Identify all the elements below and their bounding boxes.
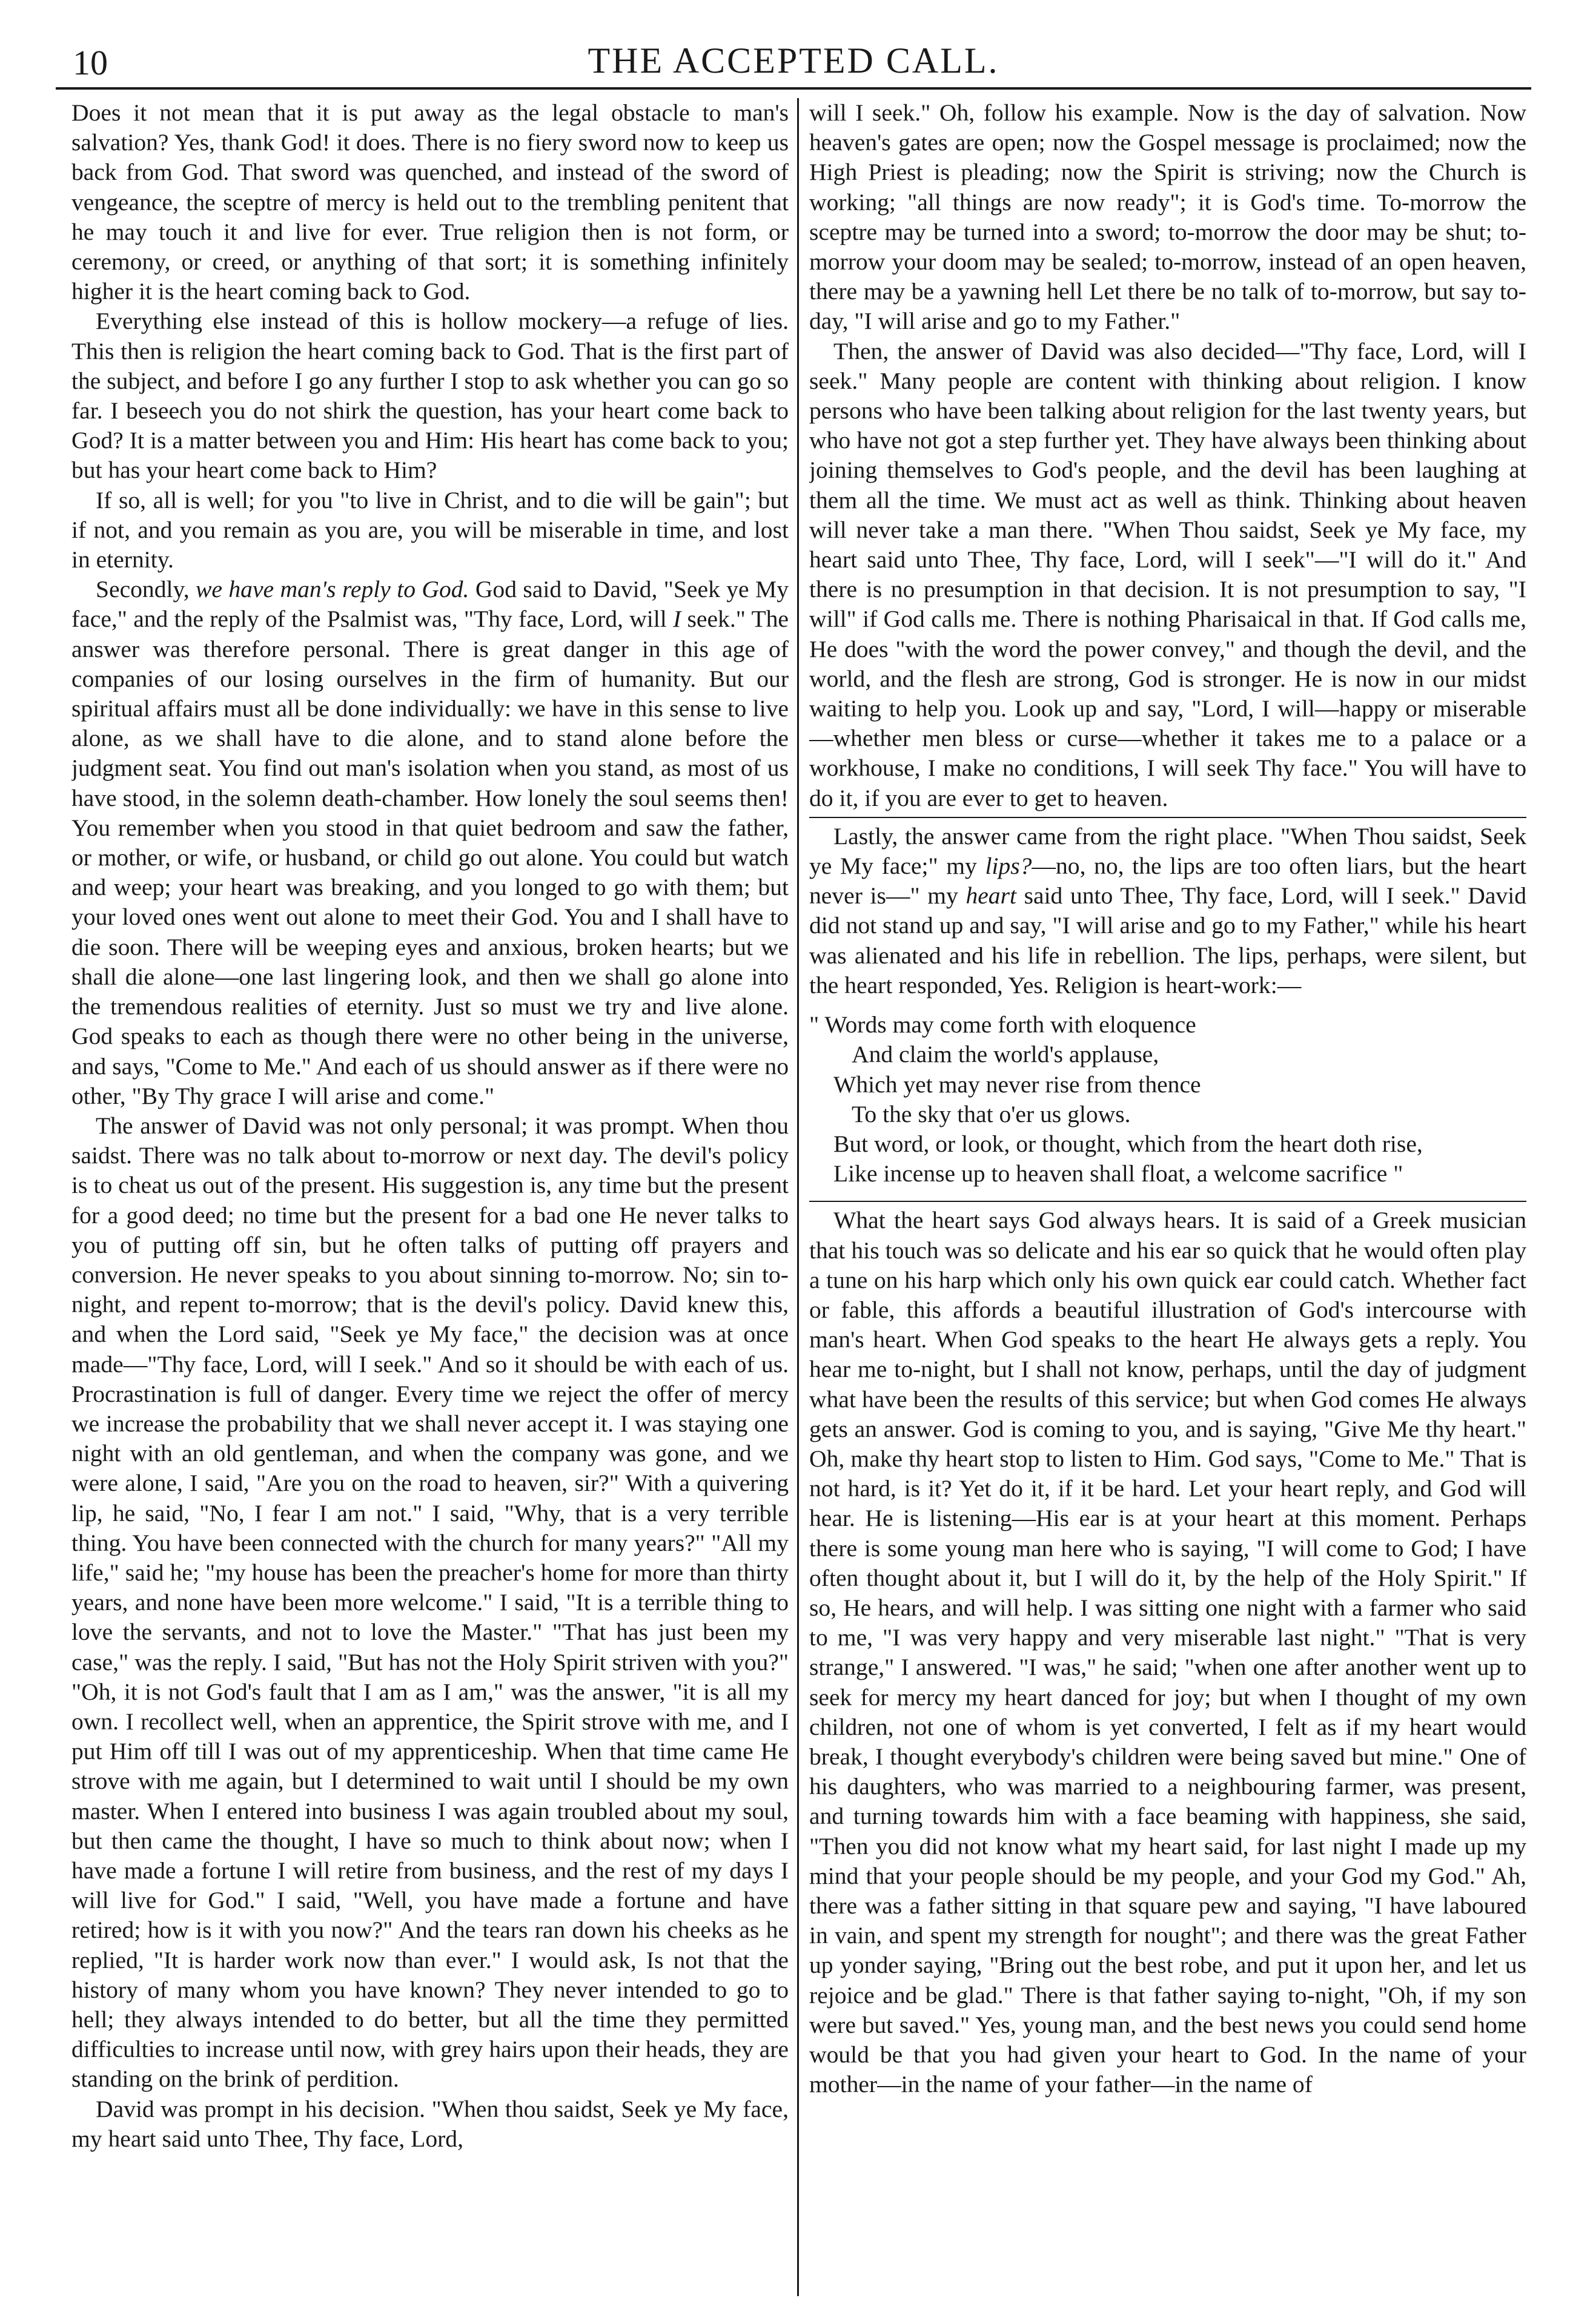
- paragraph: will I seek." Oh, follow his example. Now is the day of salvation. Now heaven's gates are open; now the Gospel message is proclaimed; now the High Priest is pleading; now the Spirit is striving; now the Church is working; "all things are now ready"; it is God's time. To-morrow the sceptre may be turned into a sword; to-morrow the door may be shut; to-morrow your doom may be sealed; to-morrow, instead of an open heaven, there may be a yawning hell Let there be no talk of to-morrow, but say to-day, "I will arise and go to my Father.": [809, 99, 1526, 335]
- newspaper-page: [56, 36, 1531, 2301]
- page-header: [56, 36, 1531, 90]
- text-columns: [56, 98, 1531, 2296]
- paragraph: Then, the answer of David was also decided—"Thy face, Lord, will I seek." Many people are content with thinking about religion. I know persons who have been talking about religion for the last twenty years, but who have not got a step further yet. They have always been thinking about joining themselves to God's people, and the devil has been laughing at them all the time. We must act as well as think. Thinking about heaven will never take a man there. "When Thou saidst, Seek ye My face, my heart said unto Thee, Thy face, Lord, will I seek"—"I will do it." And there is no presumption in that decision. It is not presumption to say, "I will" if God calls me. There is nothing Pharisaical in that. If God calls me, He does "with the word the power convey," and though the devil, and the world, and the flesh are strong, God is stronger. He is now in our midst waiting to help you. Look up and say, "Lord, I will—happy or miserable—whether men bless or curse—whether it takes me to a palace or a workhouse, I make no conditions, I will seek Thy face." You will have to do it, if you are ever to get to heaven.: [809, 337, 1526, 811]
- poem-line: But word, or look, or thought, which from the heart doth rise,: [833, 1130, 1423, 1157]
- column-rule: [797, 98, 799, 2296]
- paragraph: Does it not mean that it is put away as the legal obstacle to man's salvation? Yes, thank God! it does. There is no fiery sword now to keep us back from God. That sword was quenched, and instead of the sword of vengeance, the sceptre of mercy is held out to the trembling penitent that he may touch it and live for ever. True religion then is not form, or ceremony, or creed, or anything of that sort; it is something infinitely higher it is the heart coming back to God.: [71, 99, 789, 305]
- poem-line: And claim the world's applause,: [852, 1041, 1159, 1068]
- text-run: —no, no, the lips are too often liars, but the heart never is—" my: [809, 853, 1526, 909]
- text-run: Secondly,: [96, 576, 196, 603]
- paragraph: [71, 575, 789, 1111]
- poem-line: To the sky that o'er us glows.: [852, 1100, 1131, 1127]
- paragraph: What the heart says God always hears. It is said of a Greek musician that his touch was so delicate and his ear so quick that he would often play a tune on his harp which only his own quick ear could catch. Whether fact or fable, this affords a beautiful illustration of God's intercourse with man's heart. When God speaks to the heart He always gets a reply. You hear me to-night, but I shall not know, perhaps, until the day of judgment what have been the results of this service; but when God comes He always gets an answer. God is coming to you, and is saying, "Give Me thy heart." Oh, make thy heart stop to listen to Him. God says, "Come to Me." That is not hard, is it? Yet do it, if it be hard. Let your heart reply, and God will hear. He is listening—His ear is at your heart at this moment. Perhaps there is some young man here who is saying, "I will come to God; I have often thought about it, but I will do it, by the help of the Holy Spirit." If so, He hears, and will help. I was sitting one night with a farmer who said to me, "I was very happy and very miserable last night." "That is very strange," I answered. "I was," he said; "when one after another went up to seek for mercy my heart danced for joy; but when I thought of my own children, not one of whom is yet converted, I felt as if my heart would break, I thought everybody's children were being saved but mine." One of his daughters, who was married to a neighbouring farmer, was present, and turning towards him with a face beaming with happiness, she said, "Then you did not know what my heart said, for last night I made up my mind that your people should be my people, and your God my God." Ah, there was a father sitting in that square pew and saying, "I have laboured in vain, and spent my strength for nought"; and there was the great Father up yonder saying, "Bring out the best robe, and put it upon her, and let us rejoice and be glad." There is that father saying to-night, "Oh, if my son were but saved." Yes, young man, and the best news you could send home would be that you had given your heart to God. In the name of your mother—in the name of your father—in the name of: [809, 1201, 1526, 2099]
- right-column: [809, 98, 1526, 2296]
- paragraph: Everything else instead of this is hollow mockery—a refuge of lies. This then is religion the heart coming back to God. That is the first part of the subject, and before I go any further I stop to ask whether you can go so far. I beseech you do not shirk the question, has your heart come back to God? It is a matter between you and Him: His heart has come back to you; but has your heart come back to Him?: [71, 308, 789, 484]
- paragraph: [809, 817, 1526, 1000]
- running-title: THE ACCEPTED CALL.: [588, 41, 999, 81]
- text-run: Lastly, the answer came from the right place. "When Thou saidst, Seek ye My face;" my: [809, 822, 1526, 880]
- italic-word: heart: [966, 882, 1016, 909]
- paragraph: David was prompt in his decision. "When thou saidst, Seek ye My face, my heart said unto Thee, Thy face, Lord,: [71, 2095, 789, 2152]
- poem-line: " Words may come forth with eloquence: [809, 1011, 1196, 1038]
- poem-quote: [809, 1010, 1526, 1189]
- poem-line: Like incense up to heaven shall float, a welcome sacrifice ": [833, 1160, 1403, 1187]
- text-run: God said to David, "Seek ye My face," and the reply of the Psalmist was, "Thy face, Lord, will: [71, 576, 789, 633]
- text-run: seek." The answer was therefore personal. There is great danger in this age of companies of our losing ourselves in the firm of humanity. But our spiritual affairs must all be done individually: we have in this sense to live alone, as we shall have to die alone, and to stand alone before the judgment seat. You find out man's isolation when you stand, as most of us have stood, in the solemn death-chamber. How lonely the soul seems then! You remember when you stood in that quiet bedroom and saw the father, or mother, or wife, or husband, or child go out alone. You could but watch and weep; your heart was breaking, and you longed to go with them; but your loved ones went out alone to meet their God. You and I shall have to die soon. There will be weeping eyes and anxious, broken hearts; but we shall die alone—one last lingering look, and then we shall go alone into the tremendous realities of eternity. Just so must we try and live alone. God speaks to each as though there were no other being in the universe, and says, "Come to Me." And each of us should answer as if there were no other, "By Thy grace I will arise and come.": [71, 606, 789, 1109]
- italic-heading: we have man's reply to God.: [196, 576, 469, 603]
- paragraph: If so, all is well; for you "to live in Christ, and to die will be gain"; but if not, and you remain as you are, you will be miserable in time, and lost in eternity.: [71, 486, 789, 573]
- italic-word: I: [673, 606, 681, 633]
- paragraph: The answer of David was not only personal; it was prompt. When thou saidst. There was no talk about to-morrow or next day. The devil's policy is to cheat us out of the present. His suggestion is, any time but the present for a good deed; no time but the present for a bad one He never talks to you of putting off sin, but he often talks of putting off prayers and conversion. He never speaks to you about sinning to-morrow. No; sin to-night, and repent to-morrow; that is the devil's policy. David knew this, and when the Lord said, "Seek ye My face," the decision was at once made—"Thy face, Lord, will I seek." And so it should be with each of us. Procrastination is full of danger. Every time we reject the offer of mercy we increase the probability that we shall never accept it. I was staying one night with an old gentleman, and when the company was gone, and we were alone, I said, "Are you on the road to heaven, sir?" With a quivering lip, he said, "No, I fear I am not." I said, "Why, that is a very terrible thing. You have been connected with the church for many years?" "All my life," said he; "my house has been the preacher's home for more than thirty years, and none have been more welcome." I said, "It is a terrible thing to love the servants, and not to love the Master." "That has just been my case," was the reply. I said, "But has not the Holy Spirit striven with you?" "Oh, it is not God's fault that I am as I am," was the answer, "it is all my own. I recollect well, when an apprentice, the Spirit strove with me, and I put Him off till I was out of my apprenticeship. When that time came He strove with me again, but I determined to wait until I should be my own master. When I entered into business I was again troubled about my soul, but then came the thought, I have so much to think about now; when I have made a fortune I will retire from business, and the rest of my days I will live for God." I said, "Well, you have made a fortune and have retired; how is it with you now?" And the tears ran down his cheeks as he replied, "It is harder work now than ever." I would ask, Is not that the history of many whom you have known? They never intended to go to hell; they always intended to do better, but all the time they permitted difficulties to increase until now, with grey hairs upon their heads, they are standing on the brink of perdition.: [71, 1112, 789, 2093]
- text-run: said unto Thee, Thy face, Lord, will I seek." David did not stand up and say, "I will arise and go to my Father," while his heart was alienated and his life in rebellion. The lips, perhaps, were silent, but the heart responded, Yes. Religion is heart-work:—: [809, 882, 1526, 999]
- poem-line: Which yet may never rise from thence: [833, 1071, 1201, 1098]
- page-number: 10: [73, 43, 108, 82]
- italic-word: lips?: [985, 853, 1032, 880]
- left-column: [71, 98, 789, 2296]
